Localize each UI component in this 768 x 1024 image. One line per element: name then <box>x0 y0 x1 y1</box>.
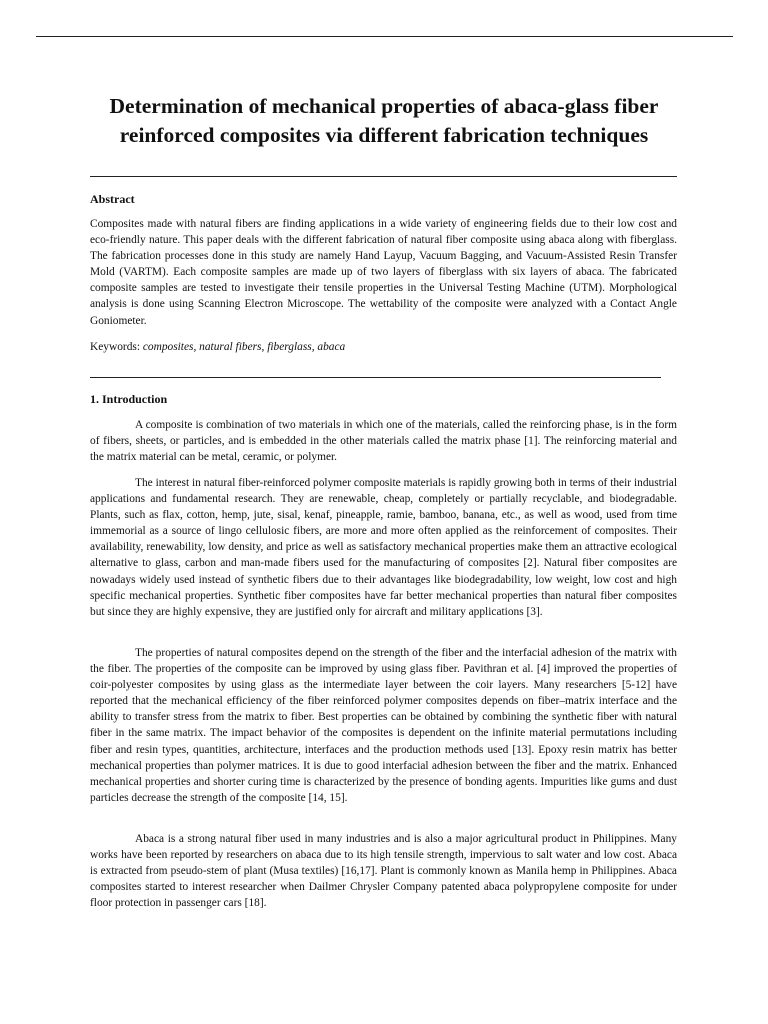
introduction-heading: 1. Introduction <box>90 392 168 406</box>
introduction-paragraph-3: The properties of natural composites depend on the strength of the fiber and the interfacial adhesion of the matrix with the fiber. The properties of the composite can be improved by using glass fiber. Pavithran et al. [4] improved the properties of coir-polyester composites by using glass as the intermediate layer between the coir layers. Many researchers [5-12] have reported that the mechanical efficiency of the fiber reinforced polymer composites depends on fiber–matrix interface and the ability to transfer stress from the matrix to fiber. Best properties can be obtained by combining the synthetic fiber with natural fiber in the same matrix. The impact behavior of the composites is dependent on the infinite material permutations including fiber and resin types, quantities, architecture, interfaces and the production methods used [13]. Epoxy resin matrix has better mechanical properties than polymer matrices. It is due to good interfacial adhesion between the fiber and the matrix. Enhanced mechanical properties and shorter curing time is characterized by the presence of bonding agents. Impurities like gums and dust particles decrease the strength of the composite [14, 15]. <box>90 647 677 804</box>
introduction-paragraph-2: The interest in natural fiber-reinforced polymer composite materials is rapidly growing both in terms of their industrial applications and fundamental research. They are renewable, cheap, completely or partially recyclable, and biodegradable. Plants, such as flax, cotton, hemp, jute, sisal, kenaf, pineapple, ramie, bamboo, banana, etc., as well as wood, used from time immemorial as a source of lingo cellulosic fibers, are more and more often applied as the reinforcement of composites. Their availability, renewability, low density, and price as well as satisfactory mechanical properties make them an attractive ecological alternative to glass, carbon and man-made fibers used for the manufacturing of composites [2]. Natural fiber composites are nowadays widely used instead of synthetic fibers due to their advantages like biodegradability, low weight, low cost and high specific mechanical properties. Synthetic fiber composites have far better mechanical properties than natural fiber composites but since they are highly expensive, they are justified only for aircraft and military applications [3]. <box>90 477 677 618</box>
title-divider <box>90 176 677 177</box>
abstract-text: Composites made with natural fibers are finding applications in a wide variety of engineering fields due to their low cost and eco-friendly nature. This paper deals with the different fabrication of natural fiber composite using abaca along with fiberglass. The fabrication processes done in this study are namely Hand Layup, Vacuum Bagging, and Vacuum-Assisted Resin Transfer Mold (VARTM). Each composite samples are made up of two layers of fiberglass with six layers of abaca. The fabricated composite samples are tested to investigate their tensile properties in the Universal Testing Machine (UTM). Morphological analysis is done using Scanning Electron Microscope. The wettability of the composite were analyzed with a Contact Angle Goniometer. <box>90 218 677 327</box>
keywords-values: composites, natural fibers, fiberglass, abaca <box>142 341 346 353</box>
keywords-line <box>90 339 677 355</box>
introduction-paragraph-1: A composite is combination of two materials in which one of the materials, called the reinforcing phase, is in the form of fibers, sheets, or particles, and is embedded in the other materials called the matrix phase [1]. The reinforcing material and the matrix material can be metal, ceramic, or polymer. <box>90 419 677 464</box>
abstract-heading: Abstract <box>90 192 135 206</box>
paper-title: Determination of mechanical properties of abaca-glass fiber reinforced composites via different fabrication techniques <box>109 94 659 147</box>
header-rule <box>36 36 733 37</box>
section-divider <box>90 377 661 378</box>
introduction-paragraph-4: Abaca is a strong natural fiber used in many industries and is also a major agricultural product in Philippines. Many works have been reported by researchers on abaca due to its high tensile strength, impervious to salt water and low cost. Abaca is extracted from pseudo-stem of plant (Musa textiles) [16,17]. Plant is commonly known as Manila hemp in Philippines. Abaca composites started to interest researcher when Dailmer Chrysler Company patented abaca polypropylene composite for under floor protection in passenger cars [18]. <box>90 833 677 910</box>
keywords-label: Keywords: <box>90 341 140 353</box>
